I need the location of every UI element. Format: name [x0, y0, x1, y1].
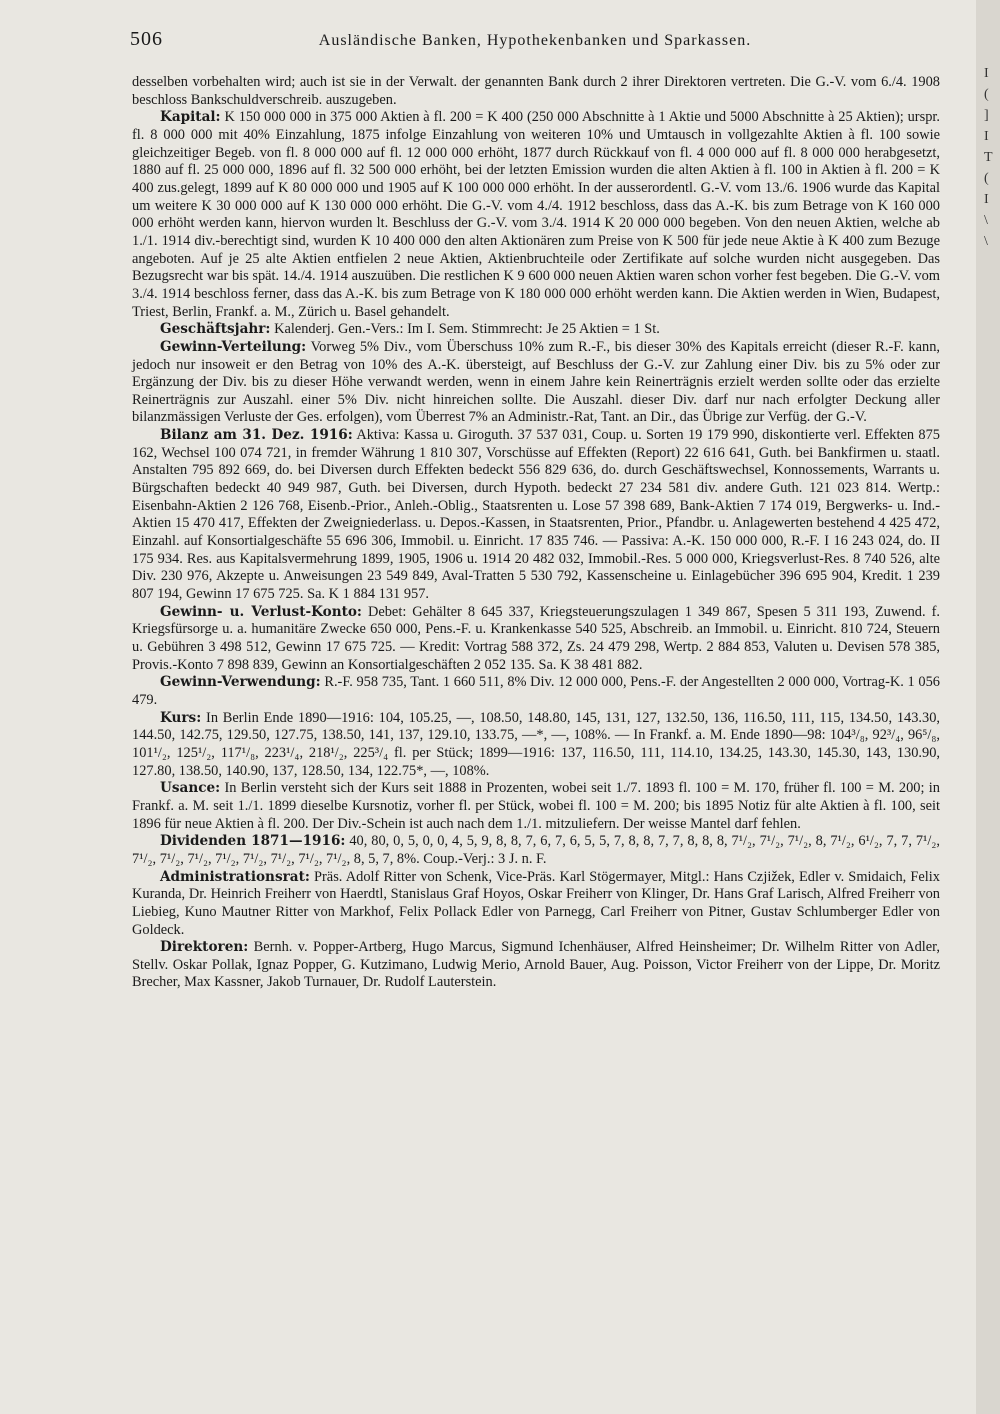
section-label: Bilanz am 31. Dez. 1916:	[160, 427, 353, 444]
paragraph	[132, 833, 940, 868]
section-label: Usance:	[160, 780, 221, 797]
running-head: Ausländische Banken, Hypothekenbanken und Sparkassen.	[318, 32, 752, 49]
edge-letter: ]	[984, 108, 989, 123]
paragraph-text: Vorweg 5% Div., vom Überschuss 10% zum R.-F., bis dieser 30% des Kapitals erreicht (dieser R.-F. kann, jedoch nur insoweit er den Betrag von 10% des A.-K. übersteigt, auf Beschluss der G.-V. zur Zahlung einer Div. bis zu 5% oder zur Ergänzung der Div. bis zu dieser Höhe verwandt werden, wenn in einem Jahre kein Reinerträgnis erzielt werden sollte oder das erzielte Reinerträgnis zur Auszahl. einer 5% Div. nicht hinreichen sollte. Die Auszahl. dieser Div. darf nur nach erfolgter Deckung aller bilanzmässigen Verluste der Ges. erfolgen), vom Überrest 7% an Administr.-Rat, Tant. an Dir., das Übrige zur Verfüg. der G.-V.	[132, 338, 941, 426]
paragraph-text: Bernh. v. Popper-Artberg, Hugo Marcus, Sigmund Ichenhäuser, Alfred Heinsheimer; Dr. Wilhelm Ritter von Adler, Stellv. Oskar Pollak, Ignaz Popper, G. Kutzimano, Ludwig Merio, Arnold Bauer, Aug. Poisson, Victor Freiherr von der Lippe, Dr. Moritz Brecher, Max Kassner, Jakob Turnauer, Dr. Rudolf Lauterstein.	[132, 939, 940, 991]
edge-letter: I	[984, 129, 989, 144]
section-label: Kurs:	[160, 709, 202, 726]
paragraph-text: Präs. Adolf Ritter von Schenk, Vice-Präs. Karl Stögermayer, Mitgl.: Hans Czjižek, Edler v. Smidaich, Felix Kuranda, Dr. Heinrich Freiherr von Haerdtl, Stanislaus Graf Hoyos, Oskar Freiherr von Klinger, Dr. Hans Graf Larisch, Alfred Freiherr von Liebieg, Kuno Mautner Ritter von Markhof, Felix Pollack Edler von Parnegg, Carl Freiherr von Pitner, Gustav Schlumberger Edler von Goldeck.	[132, 868, 940, 938]
paragraph	[132, 780, 940, 833]
paragraph-text: Debet: Gehälter 8 645 337, Kriegsteuerungszulagen 1 349 867, Spesen 5 311 193, Zuwend. f. Kriegsfürsorge u. a. humanitäre Zwecke 650 000, Pens.-F. u. Krankenkasse 540 525, Abschreib. an Immobil. u. Einricht. 810 724, Steuern u. Gebühren 3 498 512, Gewinn 17 675 725. — Kredit: Vortrag 588 372, Zs. 24 479 298, Wertp. 2 884 853, Valuten u. Devisen 578 385, Provis.-Konto 7 898 839, Gewinn an Konsortialgeschäften 2 052 135. Sa. K 38 481 882.	[132, 603, 940, 673]
facing-page-edge	[976, 0, 1000, 1414]
paragraph-text: desselben vorbehalten wird; auch ist sie in der Verwalt. der genannten Bank durch 2 ihrer Direktoren vertreten. Die G.-V. vom 6./4. 1908 beschloss Bankschuldverschreib. auszugeben.	[132, 74, 940, 108]
edge-letter: (	[984, 87, 989, 102]
paragraph	[132, 869, 940, 940]
section-label: Dividenden 1871—1916:	[160, 833, 346, 850]
edge-letter: I	[984, 192, 989, 207]
section-label: Gewinn-Verwendung:	[160, 674, 321, 691]
page-number: 506	[130, 28, 163, 50]
edge-letter: \	[984, 213, 988, 228]
page-body	[132, 74, 940, 992]
paragraph	[132, 939, 940, 992]
page-header	[130, 28, 940, 58]
paragraph	[132, 74, 940, 109]
paragraph-text: Aktiva: Kassa u. Giroguth. 37 537 031, Coup. u. Sorten 19 179 990, diskontierte verl. Effekten 875 162, Wechsel 100 074 721, in fremder Währung 1 810 307, Vorschüsse auf Effekten (Report) 22 616 641, Guth. bei Bankfirmen u. staatl. Anstalten 795 892 669, do. bei Diversen durch Effekten bedeckt 556 829 636, do. durch Geschäftswechsel, Konnossements, Warrants u. Bürgschaften bedeckt 40 949 987, Guth. bei Diversen, durch Hypoth. bedeckt 27 234 581 div. andere Guth. 121 023 814. Wertp.: Eisenbahn-Aktien 2 126 768, Eisenb.-Prior., Anleh.-Oblig., Staatsrenten u. Lose 57 398 689, Bank-Aktien 7 174 019, Bergwerks- u. Ind.-Aktien 15 470 417, Effekten der Zweigniederlass. u. Depos.-Kassen, in Staatsrenten, Prior., Pfandbr. u. Anlagewerten bestehend 4 425 472, Einzahl. auf Konsortialgeschäfte 55 696 306, Immobil. u. Einricht. 17 835 746. — Passiva: A.-K. 150 000 000, R.-F. I 16 243 024, do. II 175 934. Res. aus Kapitalsvermehrung 1899, 1905, 1906 u. 1914 20 482 032, Immobil.-Res. 5 000 000, Kriegsverlust-Res. 8 740 526, alte Div. 230 976, Akzepte u. Anweisungen 23 549 849, Aval-Tratten 5 530 792, Kassenscheine u. Einlagebücher 396 695 904, Kredit. 1 239 807 194, Gewinn 17 675 725. Sa. K 1 884 131 957.	[132, 427, 940, 603]
paragraph	[132, 321, 940, 339]
paragraph	[132, 427, 940, 604]
paragraph-text: 40, 80, 0, 5, 0, 0, 4, 5, 9, 8, 8, 7, 6, 7, 6, 5, 5, 7, 8, 8, 7, 7, 8, 8, 8, 7¹/₂, 7¹/₂, 7¹/₂, 8, 7¹/₂, 6¹/₂, 7, 7, 7¹/₂, 7¹/₂, 7¹/₂, 7¹/₂, 7¹/₂, 7¹/₂, 7¹/₂, 7¹/₂, 7¹/₂, 8, 5, 7, 8%. Coup.-Verj.: 3 J. n. F.	[132, 833, 940, 867]
paragraph-text: R.-F. 958 735, Tant. 1 660 511, 8% Div. 12 000 000, Pens.-F. der Angestellten 2 000 000, Vortrag-K. 1 056 479.	[132, 674, 940, 708]
paragraph-text: In Berlin Ende 1890—1916: 104, 105.25, —, 108.50, 148.80, 145, 131, 127, 132.50, 136, 116.50, 111, 115, 134.50, 143.30, 144.50, 142.75, 129.50, 127.75, 138.50, 141, 137, 129.10, 133.75, —*, —, 108%. — In Frankf. a. M. Ende 1890—98: 104³/₈, 92³/₄, 96⁵/₈, 101¹/₂, 125¹/₂, 117¹/₈, 223¹/₄, 218¹/₂, 225³/₄ fl. per Stück; 1899—1916: 137, 116.50, 111, 114.10, 134.25, 143.30, 145.30, 143, 130.90, 127.80, 138.50, 140.90, 137, 128.50, 134, 122.75*, —, 108%.	[132, 709, 940, 779]
section-label: Gewinn-Verteilung:	[160, 338, 307, 355]
paragraph-text: K 150 000 000 in 375 000 Aktien à fl. 200 = K 400 (250 000 Abschnitte à 1 Aktie und 5000 Abschnitte à 25 Aktien); urspr. fl. 8 000 000 mit 40% Einzahlung, 1875 infolge Einzahlung von weiteren 10% und Umtausch in vollgezahlte Aktien à fl. 100 sowie gleichzeitiger Begeb. von fl. 8 000 000 auf fl. 12 000 000 erhöht, 1877 durch Rückkauf von fl. 4 000 000 auf fl. 8 000 000 herabgesetzt, 1880 auf fl. 25 000 000, 1896 auf fl. 32 500 000 erhöht, bei der letzten Emission wurden die alten Aktien à fl. 100 in Aktien à fl. 200 = K 400 zus.gelegt, 1899 auf K 80 000 000 und 1905 auf K 100 000 000 erhöht. In der ausserordentl. G.-V. vom 13./6. 1906 wurde das Kapital um weitere K 30 000 000 auf K 130 000 000 erhöht. Die G.-V. vom 4./4. 1912 beschloss, dass das A.-K. bis zum Betrage von K 160 000 000 erhöht werden kann, hiervon wurden lt. Beschluss der G.-V. vom 3./4. 1914 K 20 000 000 begeben. Von den neuen Aktien, welche ab 1./1. 1914 div.-berechtigt sind, wurden K 10 400 000 den alten Aktionären zum Preise von K 500 für jede neue Aktie à K 400 zum Bezuge angeboten. Auf je 25 alte Aktien entfielen 2 neue Aktien, Aktienbruchteile oder Zertifikate auf solche wurden nicht ausgegeben. Das Bezugsrecht war bis spät. 14./4. 1914 auszuüben. Die restlichen K 9 600 000 neuen Aktien waren schon vorher fest begeben. Die G.-V. vom 3./4. 1914 beschloss ferner, dass das A.-K. bis zum Betrage von K 180 000 000 erhöht werden kann. Die Aktien werden in Wien, Budapest, Triest, Berlin, Frankf. a. M., Zürich u. Basel gehandelt.	[132, 109, 940, 320]
paragraph	[132, 339, 940, 427]
paragraph-text: In Berlin versteht sich der Kurs seit 1888 in Prozenten, wobei seit 1./7. 1893 fl. 100 = M. 170, früher fl. 100 = M. 200; in Frankf. a. M. seit 1./1. 1899 dieselbe Kursnotiz, vorher fl. per Stück, wobei fl. 100 = M. 200; bis 1895 Notiz für alte Aktien à fl. 100, seit 1896 für neue Aktien à fl. 200. Der Div.-Schein ist auch nach dem 1./1. mitzuliefern. Der weisse Mantel darf fehlen.	[132, 780, 940, 832]
paragraph	[132, 710, 940, 781]
section-label: Administrationsrat:	[160, 868, 310, 885]
section-label: Gewinn- u. Verlust-Konto:	[160, 603, 362, 620]
section-label: Geschäftsjahr:	[160, 321, 271, 338]
paragraph	[132, 674, 940, 709]
edge-letter: \	[984, 234, 988, 249]
paragraph	[132, 109, 940, 321]
paragraph-text: Kalenderj. Gen.-Vers.: Im I. Sem. Stimmrecht: Je 25 Aktien = 1 St.	[274, 321, 660, 338]
paragraph	[132, 604, 940, 675]
section-label: Direktoren:	[160, 939, 249, 956]
edge-letter: T	[984, 150, 993, 165]
edge-letter: I	[984, 66, 989, 81]
edge-letter: (	[984, 171, 989, 186]
section-label: Kapital:	[160, 109, 221, 126]
